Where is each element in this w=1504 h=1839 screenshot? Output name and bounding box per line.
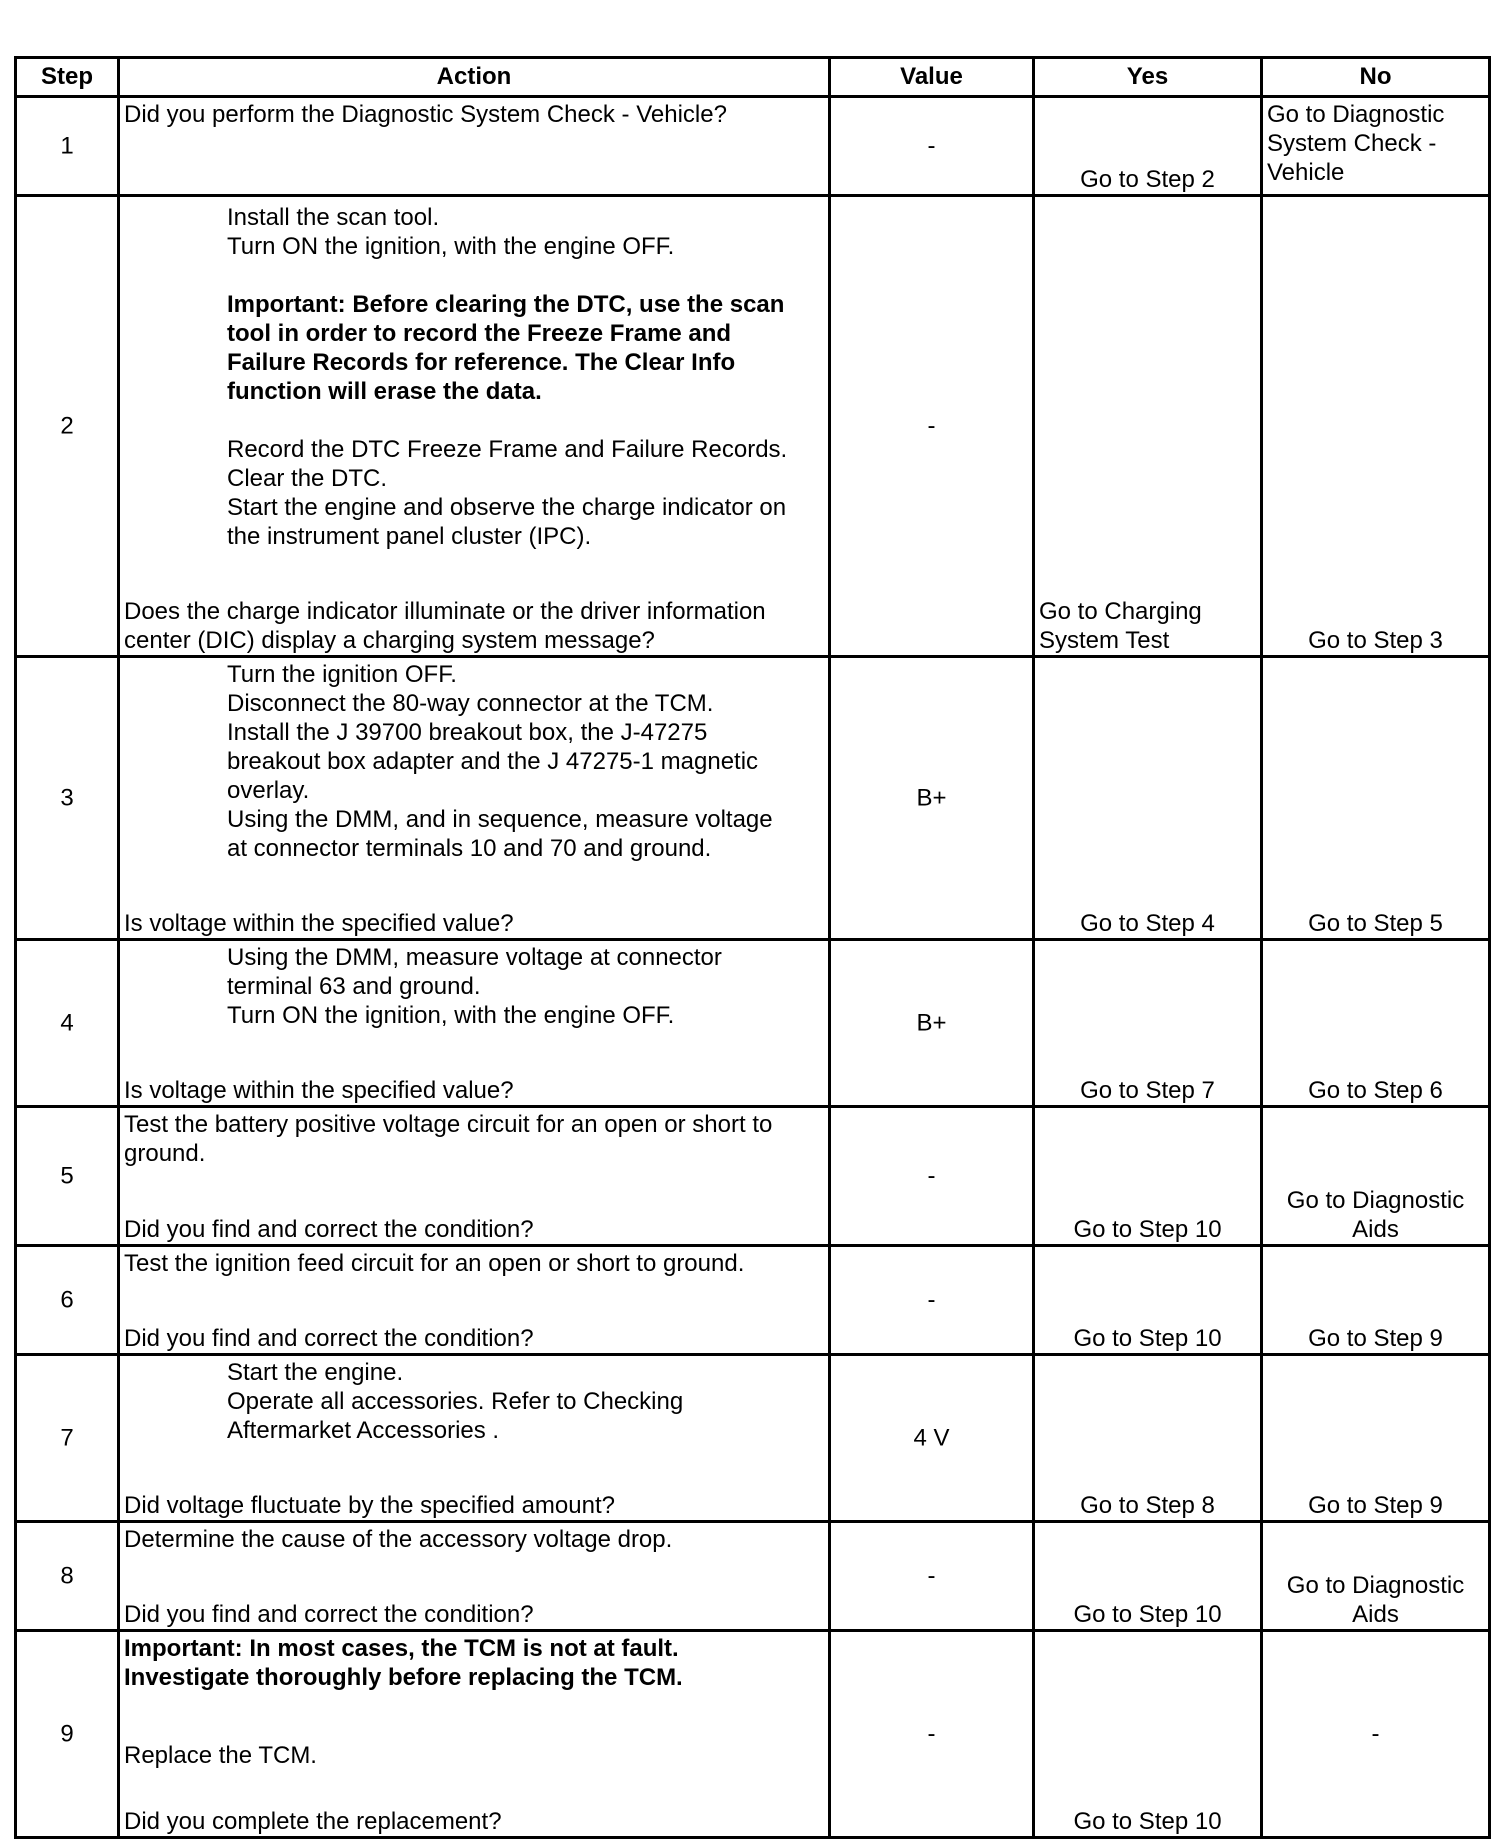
yes-action: Go to Step 10 [1073,1808,1222,1835]
action-question: Does the charge indicator illuminate or the driver information center (DIC) display a charging system message? [124,598,766,654]
action-question: Is voltage within the specified value? [124,1077,514,1104]
yes-action: Go to Step 8 [1080,1492,1215,1519]
yes-action: Go to Step 10 [1073,1216,1222,1243]
yes-action: Go to Step 10 [1073,1325,1222,1352]
no-action: Go to Step 6 [1308,1077,1443,1104]
header-yes: Yes [1034,58,1262,97]
action-question: Did you perform the Diagnostic System Check - Vehicle? [124,101,727,128]
yes-action: Go to Step 10 [1073,1601,1222,1628]
action-instructions: Turn the ignition OFF. Disconnect the 80-way connector at the TCM. Install the J 39700 breakout box, the J-47275 breakout box adapter and the J 47275-1 magnetic overlay. Using the DMM, and in sequence, measure voltage at connector terminals 10 and 70 and ground. [227,661,773,862]
step-number: 3 [60,784,74,812]
yes-action: Go to Step 4 [1080,910,1215,937]
yes-action: Go to Step 2 [1080,166,1215,193]
step-number: 7 [60,1424,74,1452]
important-note: Important: In most cases, the TCM is not at fault. Investigate thoroughly before replacing the TCM. [124,1635,683,1691]
no-action: Go to Step 9 [1308,1325,1443,1352]
step-number: 9 [60,1720,74,1748]
value-cell: B+ [916,1009,947,1037]
action-question: Did you find and correct the condition? [124,1601,534,1628]
header-value: Value [830,58,1034,97]
table-row [16,1107,1490,1246]
step-number: 1 [60,132,74,160]
table-row [16,1522,1490,1631]
step-number: 4 [60,1009,74,1037]
no-action: Go to Diagnostic Aids [1286,1187,1465,1243]
yes-action: Go to Step 7 [1080,1077,1215,1104]
action-instructions: Using the DMM, measure voltage at connector terminal 63 and ground. Turn ON the ignition, with the engine OFF. [227,944,722,1029]
action-instructions: Install the scan tool. Turn ON the ignition, with the engine OFF. Important: Before clearing the DTC, use the scan tool in order to record the Freeze Frame and Failure Records for reference. The Clear Info function will erase the data. Record the DTC Freeze Frame and Failure Records. Clear the DTC. Start the engine and observe the charge indicator on the instrument panel cluster (IPC). [227,204,788,550]
diagnostic-table [14,56,1491,1839]
action-text: Replace the TCM. [124,1742,317,1769]
action-question: Did you find and correct the condition? [124,1325,534,1352]
value-cell: 4 V [913,1424,950,1452]
table-row [16,1246,1490,1355]
value-cell: - [927,132,936,160]
no-action: - [1371,1720,1380,1748]
step-number: 5 [60,1162,74,1190]
action-text: Test the battery positive voltage circuit for an open or short to ground. [124,1111,773,1167]
value-cell: - [927,1562,936,1590]
no-action: Go to Diagnostic System Check - Vehicle [1267,101,1445,186]
no-action: Go to Step 3 [1308,627,1443,654]
action-question: Is voltage within the specified value? [124,910,514,937]
action-text: Determine the cause of the accessory voltage drop. [124,1526,673,1553]
table-row [16,1631,1490,1838]
table-row [16,1355,1490,1522]
value-cell: - [927,1720,936,1748]
header-no: No [1262,58,1490,97]
step-number: 8 [60,1562,74,1590]
value-cell: B+ [916,784,947,812]
step-number: 2 [60,412,74,440]
action-question: Did you find and correct the condition? [124,1216,534,1243]
no-action: Go to Diagnostic Aids [1286,1572,1465,1628]
action-instructions: Start the engine. Operate all accessories. Refer to Checking Aftermarket Accessories . [227,1359,684,1444]
header-step: Step [16,58,119,97]
header-row [16,58,1490,97]
header-action: Action [119,58,830,97]
no-action: Go to Step 5 [1308,910,1443,937]
step-number: 6 [60,1286,74,1314]
table-row [16,97,1490,196]
action-text: Test the ignition feed circuit for an open or short to ground. [124,1250,745,1277]
table-row [16,940,1490,1107]
table-row [16,657,1490,940]
yes-action: Go to Charging System Test [1039,598,1202,654]
no-action: Go to Step 9 [1308,1492,1443,1519]
action-question: Did voltage fluctuate by the specified amount? [124,1492,615,1519]
table-row [16,196,1490,657]
value-cell: - [927,1286,936,1314]
value-cell: - [927,1162,936,1190]
action-question: Did you complete the replacement? [124,1808,502,1835]
value-cell: - [927,412,936,440]
